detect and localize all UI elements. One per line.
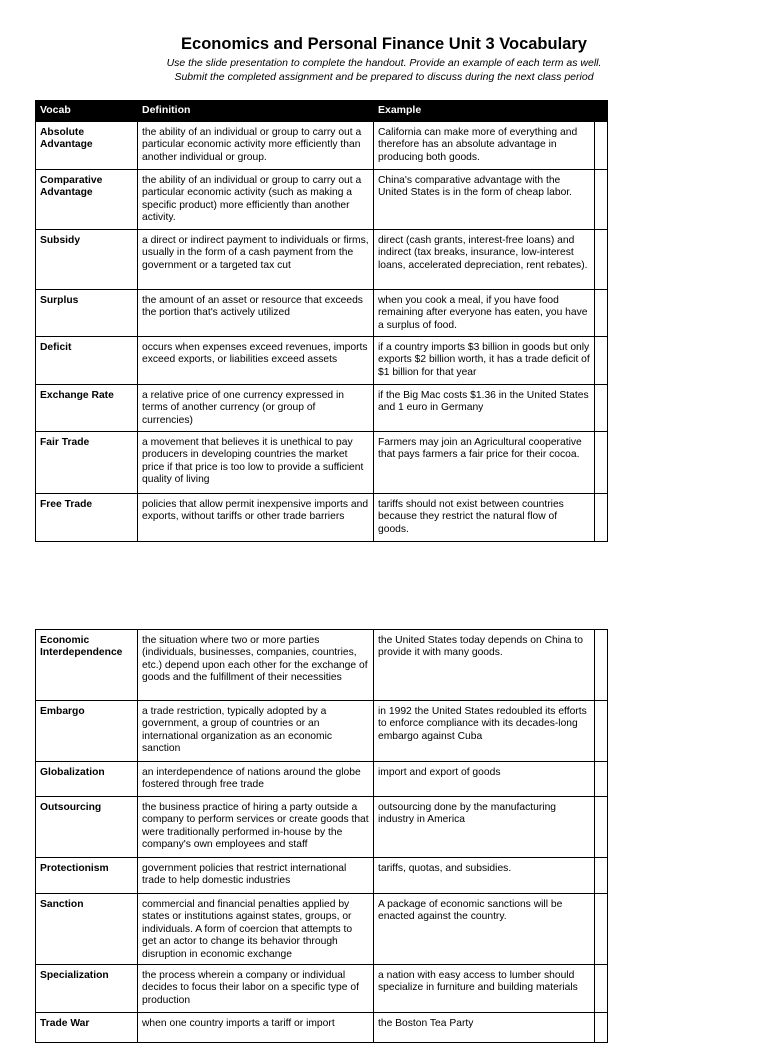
blank-cell [595,894,608,965]
blank-cell [595,701,608,762]
example-cell: Farmers may join an Agricultural cooperative that pays farmers a fair price for their cocoa. [374,432,595,494]
table-row [36,630,608,701]
term-cell: Specialization [36,965,138,1013]
blank-cell [595,858,608,894]
table-row [36,965,608,1013]
header-vocab: Vocab [36,101,138,122]
definition-cell: a relative price of one currency expressed in terms of another currency (or group of currencies) [138,385,374,432]
definition-cell: a direct or indirect payment to individuals or firms, usually in the form of a cash payment from the government or a targeted tax cut [138,230,374,290]
term-cell: Globalization [36,762,138,797]
term-cell: Embargo [36,701,138,762]
table-row [36,337,608,385]
definition-cell: the amount of an asset or resource that exceeds the portion that's actively utilized [138,290,374,337]
term-cell: Deficit [36,337,138,385]
table-header-row [36,101,608,122]
blank-cell [595,762,608,797]
blank-cell [595,432,608,494]
table-row [36,230,608,290]
blank-cell [595,965,608,1013]
definition-cell: the ability of an individual or group to carry out a particular economic activity more efficiently than another individual or group. [138,122,374,170]
example-cell: import and export of goods [374,762,595,797]
example-cell: if the Big Mac costs $1.36 in the United States and 1 euro in Germany [374,385,595,432]
vocab-table-1-body [36,122,608,542]
term-cell: Protectionism [36,858,138,894]
table-row [36,432,608,494]
definition-cell: commercial and financial penalties applied by states or institutions against states, groups, or individuals. A form of coercion that attempts to get an actor to change its behavior through disruption in economic exchange [138,894,374,965]
table-row [36,385,608,432]
blank-cell [595,122,608,170]
table-row [36,494,608,542]
table-row [36,762,608,797]
example-cell: tariffs, quotas, and subsidies. [374,858,595,894]
table-row [36,797,608,858]
definition-cell: the business practice of hiring a party outside a company to perform services or create goods that were traditionally performed in-house by the company's own employees and staff [138,797,374,858]
definition-cell: an interdependence of nations around the globe fostered through free trade [138,762,374,797]
example-cell: the Boston Tea Party [374,1013,595,1043]
term-cell: Free Trade [36,494,138,542]
blank-cell [595,494,608,542]
instruction-line-2: Submit the completed assignment and be prepared to discuss during the next class period [174,71,594,83]
term-cell: Economic Interdependence [36,630,138,701]
blank-cell [595,1013,608,1043]
example-cell: when you cook a meal, if you have food remaining after everyone has eaten, you have a surplus of food. [374,290,595,337]
vocab-table-2 [35,629,608,1043]
table-row [36,1013,608,1043]
example-cell: tariffs should not exist between countries because they restrict the natural flow of goods. [374,494,595,542]
definition-cell: the process wherein a company or individual decides to focus their labor on a specific type of production [138,965,374,1013]
vocab-table-1 [35,100,608,542]
table-row [36,894,608,965]
definition-cell: the ability of an individual or group to carry out a particular economic activity (such as making a specific product) more efficiently than another activity. [138,170,374,230]
blank-cell [595,385,608,432]
example-cell: in 1992 the United States redoubled its efforts to enforce compliance with its decades-long embargo against Cuba [374,701,595,762]
definition-cell: occurs when expenses exceed revenues, imports exceed exports, or liabilities exceed assets [138,337,374,385]
header-blank [595,101,608,122]
term-cell: Subsidy [36,230,138,290]
header-definition: Definition [138,101,374,122]
page-title: Economics and Personal Finance Unit 3 Vocabulary [181,35,587,53]
table-row [36,701,608,762]
term-cell: Comparative Advantage [36,170,138,230]
blank-cell [595,337,608,385]
blank-cell [595,290,608,337]
term-cell: Outsourcing [36,797,138,858]
definition-cell: government policies that restrict international trade to help domestic industries [138,858,374,894]
definition-cell: the situation where two or more parties (individuals, businesses, companies, countries, etc.) depend upon each other for the exchange of goods and the fulfillment of their necessities [138,630,374,701]
example-cell: a nation with easy access to lumber should specialize in furniture and building materials [374,965,595,1013]
definition-cell: when one country imports a tariff or import [138,1013,374,1043]
table-row [36,122,608,170]
term-cell: Fair Trade [36,432,138,494]
example-cell: the United States today depends on China to provide it with many goods. [374,630,595,701]
blank-cell [595,630,608,701]
term-cell: Exchange Rate [36,385,138,432]
table-row [36,290,608,337]
instruction-line-1: Use the slide presentation to complete the handout. Provide an example of each term as well. [166,57,602,69]
example-cell: outsourcing done by the manufacturing industry in America [374,797,595,858]
blank-cell [595,170,608,230]
vocab-table-2-body [36,630,608,1043]
term-cell: Surplus [36,290,138,337]
definition-cell: policies that allow permit inexpensive imports and exports, without tariffs or other trade barriers [138,494,374,542]
header-example: Example [374,101,595,122]
example-cell: A package of economic sanctions will be enacted against the country. [374,894,595,965]
example-cell: if a country imports $3 billion in goods but only exports $2 billion worth, it has a trade deficit of $1 billion for that year [374,337,595,385]
term-cell: Trade War [36,1013,138,1043]
definition-cell: a movement that believes it is unethical to pay producers in developing countries the market price if that price is too low to provide a sufficient quality of living [138,432,374,494]
example-cell: direct (cash grants, interest-free loans) and indirect (tax breaks, insurance, low-interest loans, accelerated depreciation, rent rebates). [374,230,595,290]
example-cell: California can make more of everything and therefore has an absolute advantage in producing both goods. [374,122,595,170]
definition-cell: a trade restriction, typically adopted by a government, a group of countries or an international organization as an economic sanction [138,701,374,762]
term-cell: Sanction [36,894,138,965]
table-row [36,858,608,894]
blank-cell [595,797,608,858]
example-cell: China's comparative advantage with the United States is in the form of cheap labor. [374,170,595,230]
blank-cell [595,230,608,290]
term-cell: Absolute Advantage [36,122,138,170]
table-row [36,170,608,230]
